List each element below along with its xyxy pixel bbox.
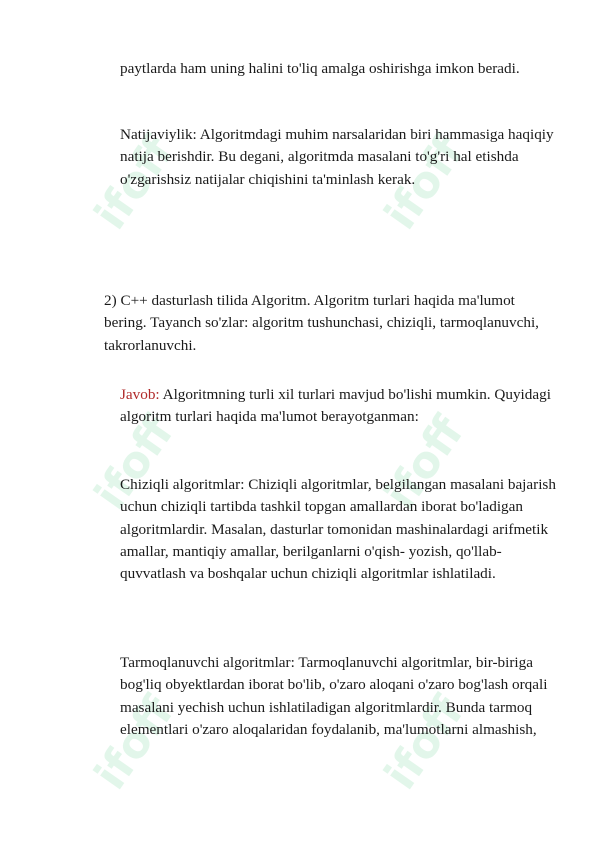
svg-text:ifoff: ifoff xyxy=(374,127,475,239)
svg-text:ifoff: ifoff xyxy=(374,407,475,519)
svg-text:ifoff: ifoff xyxy=(84,687,185,799)
svg-text:ifoff: ifoff xyxy=(84,407,185,519)
paragraph-continuation: paytlarda ham uning halini to'liq amalga oshirishga imkon beradi. xyxy=(120,60,520,77)
svg-text:ifoff: ifoff xyxy=(374,687,475,799)
paragraph-natijaviylik: Natijaviylik: Algoritmdagi muhim narsalaridan biri hammasiga haqiqiy natija berishdir. Bu degani, algoritmda masalani to'g'ri hal etishda o'zgarishsiz natijalar chiqishini ta'minlash kerak. xyxy=(120,126,554,188)
answer-label: Javob: xyxy=(120,386,160,403)
answer-text: Algoritmning turli xil turlari mavjud bo'lishi mumkin. Quyidagi algoritm turlari haqida ma'lumot berayotganman: xyxy=(120,386,551,426)
paragraph-branching-algorithms: Tarmoqlanuvchi algoritmlar: Tarmoqlanuvchi algoritmlar, bir-biriga bog'liq obyektlardan iborat bo'lib, o'zaro aloqani o'zaro bog'lash orqali masalani yechish uchun ishlatiladigan algoritmlardir. Bunda tarmoq elementlari o'zaro aloqalaridan foydalanib, ma'lumotlarni almashish, xyxy=(120,654,548,738)
svg-text:ifoff: ifoff xyxy=(84,127,185,239)
question-heading: 2) C++ dasturlash tilida Algoritm. Algoritm turlari haqida ma'lumot bering. Tayanch so'zlar: algoritm tushunchasi, chiziqli, tarmoqlanuvchi, takrorlanuvchi. xyxy=(104,292,539,354)
answer-paragraph xyxy=(120,384,560,429)
paragraph-linear-algorithms: Chiziqli algoritmlar: Chiziqli algoritmlar, belgilangan masalani bajarish uchun chiziqli tartibda tashkil topgan amallardan iborat bo'ladigan algoritmlardir. Masalan, dasturlar tomonidan mashinalardagi arifmetik amallar, mantiqiy amallar, berilganlarni o'qish- yozish, qo'llab-quvvatlash va boshqalar uchun chiziqli algoritmlar ishlatiladi. xyxy=(120,476,556,583)
